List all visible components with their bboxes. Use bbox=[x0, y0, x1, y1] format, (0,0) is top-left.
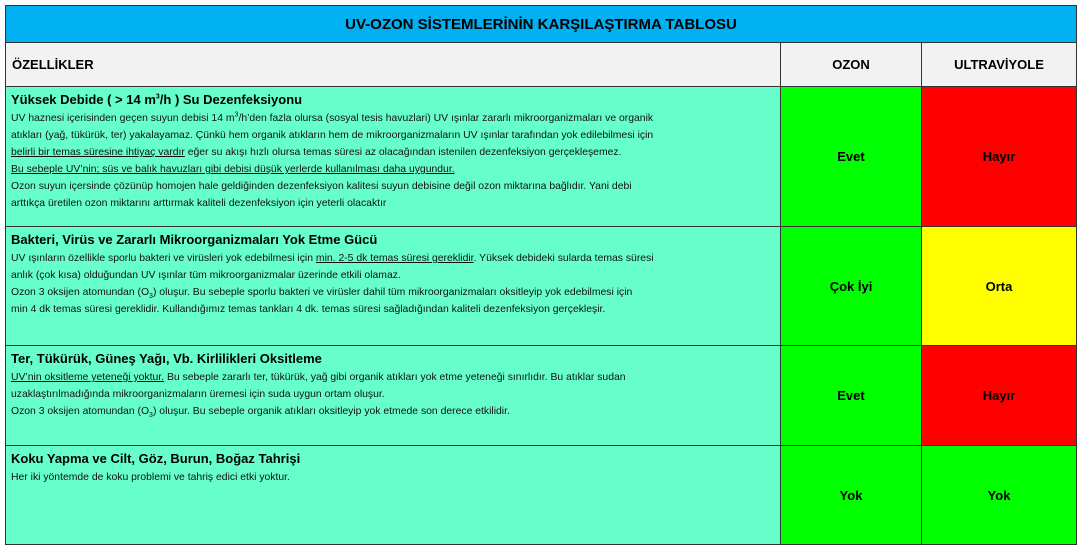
ozone-value: Yok bbox=[781, 446, 922, 545]
table-title: UV-OZON SİSTEMLERİNİN KARŞILAŞTIRMA TABLOSU bbox=[6, 6, 1077, 43]
desc-text: Ozon suyun içersinde çözünüp homojen hale geldiğinden dezenfeksiyon kalitesi suyun debisine değil ozon miktarına bağlıdır. Yani debi bbox=[11, 181, 632, 192]
header-features: ÖZELLİKLER bbox=[6, 43, 781, 87]
desc-text: anlık (çok kısa) olduğundan UV ışınlar tüm mikroorganizmalar üzerinde etkili olamaz. bbox=[11, 270, 401, 281]
uv-value: Hayır bbox=[922, 87, 1077, 227]
desc-underlined-text: UV’nin oksitleme yeteneği yoktur. bbox=[11, 372, 165, 383]
table-row bbox=[6, 227, 1077, 346]
feature-description bbox=[11, 469, 774, 486]
header-row bbox=[6, 43, 1077, 87]
desc-text: Bu sebeple zararlı ter, tükürük, yağ gibi organik atıkları yok etme yeteneği sınırlıdır. Bu atıklar sudan bbox=[164, 372, 626, 383]
desc-underlined-text: Bu sebeple UV’nin; süs ve balık havuzları gibi debisi düşük yerlerde kullanılması daha uygundur. bbox=[11, 164, 455, 175]
feature-title: Bakteri, Virüs ve Zararlı Mikroorganizmaları Yok Etme Gücü bbox=[11, 232, 378, 247]
uv-value: Yok bbox=[922, 446, 1077, 545]
desc-text: eğer su akışı hızlı olursa temas süresi az olacağından istenilen dezenfeksiyon gerçekleşemez. bbox=[184, 147, 622, 158]
uv-value: Orta bbox=[922, 227, 1077, 346]
feature-description bbox=[11, 369, 774, 420]
feature-cell-oxidation bbox=[6, 346, 781, 446]
desc-sup: 3 bbox=[234, 111, 239, 119]
desc-text: UV haznesi içerisinden geçen suyun debisi 14 m bbox=[11, 113, 235, 124]
feature-title: Koku Yapma ve Cilt, Göz, Burun, Boğaz Tahrişi bbox=[11, 451, 301, 466]
comparison-table bbox=[5, 5, 1077, 545]
header-uv: ULTRAVİYOLE bbox=[922, 43, 1077, 87]
desc-text: uzaklaştırılmadığında mikroorganizmaların üremesi için suda uygun ortam oluşur. bbox=[11, 389, 385, 400]
desc-text: /h’den fazla olursa (sosyal tesis havuzlari) UV ışınlar zararlı mikroorganizmaları ve organik bbox=[238, 113, 654, 124]
ozone-value: Evet bbox=[781, 87, 922, 227]
table-row bbox=[6, 346, 1077, 446]
feature-title-text: Yüksek Debide ( > 14 m bbox=[11, 92, 156, 107]
comparison-table-wrapper bbox=[5, 5, 1076, 548]
desc-sub: 3 bbox=[149, 412, 153, 420]
title-row bbox=[6, 6, 1077, 43]
desc-text: min 4 dk temas süresi gereklidir. Kullandığımız temas tankları 4 dk. temas süresi sağladığından kaliteli dezenfeksiyon gerçekleşir. bbox=[11, 304, 606, 315]
desc-text: Her iki yöntemde de koku problemi ve tahriş edici etki yoktur. bbox=[11, 472, 290, 483]
feature-cell-odor-irritation bbox=[6, 446, 781, 545]
desc-text: ) oluşur. Bu sebeple sporlu bakteri ve virüsler dahil tüm mikroorganizmaları oksitleyip yok edebilmesi için bbox=[152, 287, 633, 298]
feature-description bbox=[11, 110, 774, 212]
feature-description bbox=[11, 250, 774, 318]
desc-text: Ozon 3 oksijen atomundan (O bbox=[11, 287, 150, 298]
desc-underlined-text: min. 2-5 dk temas süresi gereklidir bbox=[315, 253, 474, 264]
desc-underlined-text: belirli bir temas süresine ihtiyaç vardır bbox=[11, 147, 185, 158]
desc-sub: 3 bbox=[149, 293, 153, 301]
feature-cell-microorganisms bbox=[6, 227, 781, 346]
feature-title-text-end: /h ) Su Dezenfeksiyonu bbox=[159, 92, 303, 107]
header-ozone: OZON bbox=[781, 43, 922, 87]
table-row bbox=[6, 446, 1077, 545]
feature-title bbox=[11, 92, 774, 107]
desc-text: . Yüksek debideki sularda temas süresi bbox=[473, 253, 654, 264]
feature-cell-high-flow bbox=[6, 87, 781, 227]
desc-text: arttıkça üretilen ozon miktarını arttırmak kaliteli dezenfeksiyon için yeterli olacaktır bbox=[11, 198, 387, 209]
uv-value: Hayır bbox=[922, 346, 1077, 446]
ozone-value: Evet bbox=[781, 346, 922, 446]
desc-text: ) oluşur. Bu sebeple organik atıkları oksitleyip yok etmede son derece etkilidir. bbox=[152, 406, 510, 417]
table-row bbox=[6, 87, 1077, 227]
feature-title: Ter, Tükürük, Güneş Yağı, Vb. Kirlilikleri Oksitleme bbox=[11, 351, 322, 366]
desc-text: Ozon 3 oksijen atomundan (O bbox=[11, 406, 150, 417]
feature-title-sup: 3 bbox=[155, 93, 160, 101]
desc-text: atıkları (yağ, tükürük, ter) yakalayamaz. Çünkü hem organik atıkların hem de mikroorganizmaların UV ışınlar tarafından yok edilebilmesi için bbox=[11, 130, 654, 141]
desc-text: UV ışınların özellikle sporlu bakteri ve virüsleri yok edebilmesi için bbox=[11, 253, 316, 264]
ozone-value: Çok İyi bbox=[781, 227, 922, 346]
